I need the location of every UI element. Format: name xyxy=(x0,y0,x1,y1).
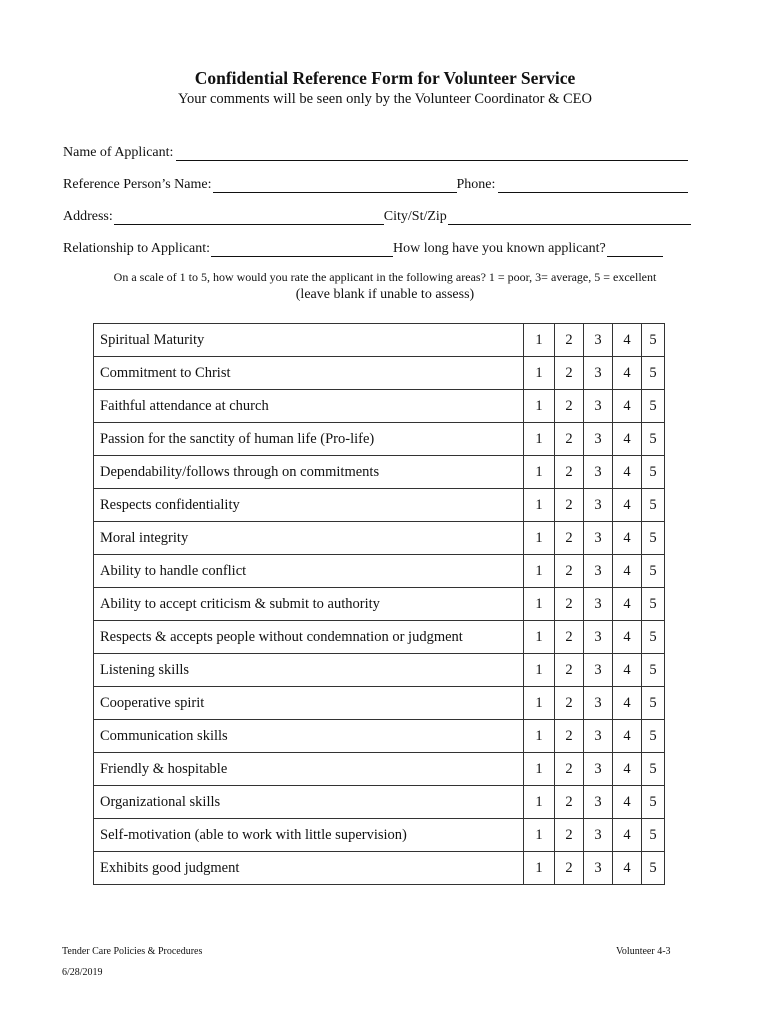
address-label: Address: xyxy=(63,209,113,224)
rating-row xyxy=(94,489,665,522)
rating-option-5[interactable]: 5 xyxy=(642,687,665,720)
rating-option-5[interactable]: 5 xyxy=(642,786,665,819)
rating-option-2[interactable]: 2 xyxy=(555,720,584,753)
rating-option-4[interactable]: 4 xyxy=(613,720,642,753)
rating-option-1[interactable]: 1 xyxy=(524,324,555,357)
rating-option-1[interactable]: 1 xyxy=(524,654,555,687)
rating-option-2[interactable]: 2 xyxy=(555,456,584,489)
reference-name-row xyxy=(63,173,705,193)
rating-option-5[interactable]: 5 xyxy=(642,819,665,852)
form-title: Confidential Reference Form for Volunteer Service xyxy=(194,68,576,88)
rating-row xyxy=(94,390,665,423)
rating-option-4[interactable]: 4 xyxy=(613,390,642,423)
rating-option-1[interactable]: 1 xyxy=(524,423,555,456)
criterion-label: Respects confidentiality xyxy=(94,489,524,522)
rating-option-4[interactable]: 4 xyxy=(613,654,642,687)
rating-option-3[interactable]: 3 xyxy=(584,456,613,489)
criterion-label: Faithful attendance at church xyxy=(94,390,524,423)
criterion-label: Ability to accept criticism & submit to authority xyxy=(94,588,524,621)
rating-row xyxy=(94,852,665,885)
rating-row xyxy=(94,687,665,720)
rating-option-2[interactable]: 2 xyxy=(555,390,584,423)
form-subtitle: Your comments will be seen only by the Volunteer Coordinator & CEO xyxy=(177,91,593,107)
rating-option-5[interactable]: 5 xyxy=(642,423,665,456)
rating-option-1[interactable]: 1 xyxy=(524,357,555,390)
rating-option-2[interactable]: 2 xyxy=(555,324,584,357)
rating-option-5[interactable]: 5 xyxy=(642,753,665,786)
rating-row xyxy=(94,588,665,621)
address-row xyxy=(63,205,705,225)
rating-option-5[interactable]: 5 xyxy=(642,324,665,357)
footer-page-label: Volunteer 4-3 xyxy=(616,946,671,957)
rating-option-2[interactable]: 2 xyxy=(555,588,584,621)
criterion-label: Spiritual Maturity xyxy=(94,324,524,357)
relationship-label: Relationship to Applicant: xyxy=(63,241,210,256)
rating-row xyxy=(94,555,665,588)
blank-note: (leave blank if unable to assess) xyxy=(295,287,475,302)
criterion-label: Moral integrity xyxy=(94,522,524,555)
rating-row xyxy=(94,456,665,489)
rating-option-2[interactable]: 2 xyxy=(555,489,584,522)
rating-option-1[interactable]: 1 xyxy=(524,786,555,819)
rating-option-5[interactable]: 5 xyxy=(642,522,665,555)
criterion-label: Friendly & hospitable xyxy=(94,753,524,786)
rating-option-1[interactable]: 1 xyxy=(524,588,555,621)
rating-option-5[interactable]: 5 xyxy=(642,621,665,654)
rating-option-3[interactable]: 3 xyxy=(584,621,613,654)
rating-option-1[interactable]: 1 xyxy=(524,852,555,885)
rating-option-2[interactable]: 2 xyxy=(555,423,584,456)
rating-option-3[interactable]: 3 xyxy=(584,324,613,357)
phone-field[interactable] xyxy=(498,178,688,193)
rating-option-1[interactable]: 1 xyxy=(524,819,555,852)
rating-option-4[interactable]: 4 xyxy=(613,588,642,621)
rating-option-2[interactable]: 2 xyxy=(555,753,584,786)
relationship-row xyxy=(63,237,705,257)
criterion-label: Commitment to Christ xyxy=(94,357,524,390)
rating-option-4[interactable]: 4 xyxy=(613,687,642,720)
rating-option-3[interactable]: 3 xyxy=(584,588,613,621)
rating-row xyxy=(94,324,665,357)
city-st-zip-label: City/St/Zip xyxy=(383,209,447,224)
applicant-name-field[interactable] xyxy=(176,146,688,161)
rating-option-4[interactable]: 4 xyxy=(613,786,642,819)
rating-option-5[interactable]: 5 xyxy=(642,555,665,588)
relationship-field[interactable] xyxy=(211,242,393,257)
rating-option-1[interactable]: 1 xyxy=(524,753,555,786)
rating-option-1[interactable]: 1 xyxy=(524,555,555,588)
rating-option-2[interactable]: 2 xyxy=(555,522,584,555)
rating-option-4[interactable]: 4 xyxy=(613,621,642,654)
rating-option-2[interactable]: 2 xyxy=(555,621,584,654)
criterion-label: Listening skills xyxy=(94,654,524,687)
city-st-zip-field[interactable] xyxy=(448,210,691,225)
rating-option-4[interactable]: 4 xyxy=(613,489,642,522)
rating-option-2[interactable]: 2 xyxy=(555,819,584,852)
criterion-label: Dependability/follows through on commitments xyxy=(94,456,524,489)
footer-date: 6/28/2019 xyxy=(62,967,103,978)
rating-option-2[interactable]: 2 xyxy=(555,357,584,390)
criterion-label: Self-motivation (able to work with little supervision) xyxy=(94,819,524,852)
rating-option-5[interactable]: 5 xyxy=(642,357,665,390)
rating-option-1[interactable]: 1 xyxy=(524,687,555,720)
rating-option-3[interactable]: 3 xyxy=(584,489,613,522)
rating-option-4[interactable]: 4 xyxy=(613,324,642,357)
rating-option-2[interactable]: 2 xyxy=(555,687,584,720)
rating-option-1[interactable]: 1 xyxy=(524,456,555,489)
how-long-field[interactable] xyxy=(607,242,663,257)
rating-option-2[interactable]: 2 xyxy=(555,852,584,885)
rating-option-2[interactable]: 2 xyxy=(555,786,584,819)
criterion-label: Exhibits good judgment xyxy=(94,852,524,885)
address-field[interactable] xyxy=(114,210,384,225)
rating-row xyxy=(94,753,665,786)
rating-option-1[interactable]: 1 xyxy=(524,522,555,555)
ratings-table xyxy=(93,323,665,885)
reference-name-label: Reference Person’s Name: xyxy=(63,177,212,192)
rating-option-3[interactable]: 3 xyxy=(584,390,613,423)
rating-row xyxy=(94,654,665,687)
rating-row xyxy=(94,786,665,819)
rating-option-3[interactable]: 3 xyxy=(584,357,613,390)
rating-option-3[interactable]: 3 xyxy=(584,852,613,885)
rating-row xyxy=(94,819,665,852)
scale-instructions: On a scale of 1 to 5, how would you rate the applicant in the following areas? 1 = poor, 3= average, 5 = excellent xyxy=(113,270,657,284)
rating-option-3[interactable]: 3 xyxy=(584,819,613,852)
rating-option-3[interactable]: 3 xyxy=(584,555,613,588)
rating-option-3[interactable]: 3 xyxy=(584,423,613,456)
criterion-label: Respects & accepts people without condemnation or judgment xyxy=(94,621,524,654)
rating-option-1[interactable]: 1 xyxy=(524,720,555,753)
applicant-name-row xyxy=(63,141,705,161)
rating-option-5[interactable]: 5 xyxy=(642,654,665,687)
rating-row xyxy=(94,720,665,753)
rating-option-4[interactable]: 4 xyxy=(613,555,642,588)
rating-option-5[interactable]: 5 xyxy=(642,720,665,753)
how-long-label: How long have you known applicant? xyxy=(393,241,606,256)
rating-option-5[interactable]: 5 xyxy=(642,489,665,522)
reference-name-field[interactable] xyxy=(213,178,457,193)
rating-option-2[interactable]: 2 xyxy=(555,555,584,588)
rating-option-2[interactable]: 2 xyxy=(555,654,584,687)
rating-option-3[interactable]: 3 xyxy=(584,720,613,753)
rating-option-4[interactable]: 4 xyxy=(613,852,642,885)
rating-option-4[interactable]: 4 xyxy=(613,753,642,786)
rating-option-3[interactable]: 3 xyxy=(584,687,613,720)
rating-row xyxy=(94,522,665,555)
rating-option-1[interactable]: 1 xyxy=(524,390,555,423)
rating-option-5[interactable]: 5 xyxy=(642,852,665,885)
rating-option-3[interactable]: 3 xyxy=(584,753,613,786)
footer-policy-title: Tender Care Policies & Procedures xyxy=(62,946,203,957)
rating-option-4[interactable]: 4 xyxy=(613,357,642,390)
rating-row xyxy=(94,357,665,390)
applicant-name-label: Name of Applicant: xyxy=(63,145,174,160)
rating-option-3[interactable]: 3 xyxy=(584,654,613,687)
rating-option-3[interactable]: 3 xyxy=(584,522,613,555)
rating-option-5[interactable]: 5 xyxy=(642,588,665,621)
rating-option-4[interactable]: 4 xyxy=(613,522,642,555)
phone-label: Phone: xyxy=(456,177,496,192)
rating-option-5[interactable]: 5 xyxy=(642,390,665,423)
criterion-label: Passion for the sanctity of human life (Pro-life) xyxy=(94,423,524,456)
rating-option-3[interactable]: 3 xyxy=(584,786,613,819)
criterion-label: Cooperative spirit xyxy=(94,687,524,720)
rating-option-4[interactable]: 4 xyxy=(613,456,642,489)
rating-option-4[interactable]: 4 xyxy=(613,819,642,852)
rating-option-1[interactable]: 1 xyxy=(524,621,555,654)
criterion-label: Ability to handle conflict xyxy=(94,555,524,588)
rating-row xyxy=(94,621,665,654)
rating-option-4[interactable]: 4 xyxy=(613,423,642,456)
rating-row xyxy=(94,423,665,456)
rating-option-5[interactable]: 5 xyxy=(642,456,665,489)
criterion-label: Organizational skills xyxy=(94,786,524,819)
rating-option-1[interactable]: 1 xyxy=(524,489,555,522)
criterion-label: Communication skills xyxy=(94,720,524,753)
